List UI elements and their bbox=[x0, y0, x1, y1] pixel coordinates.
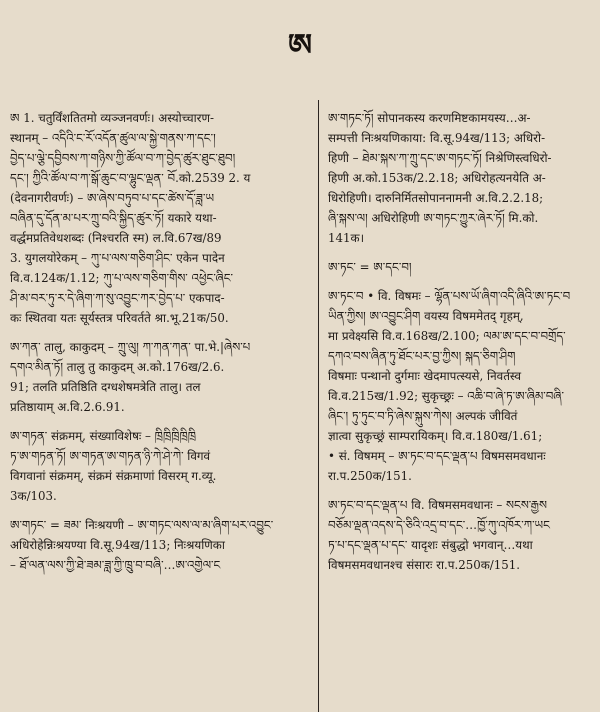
entry-line: विषमसमवधानश्च संसारः रा.प.250क/151. bbox=[328, 558, 521, 572]
entry-line: स्थानम् – འདིའི་ང་རོ་འདོན་ཚུལ་ལ་སྐྱེ་གནས་ཀ་དང་། bbox=[10, 131, 216, 145]
entry-line: ཞིང་། ཏུ་ཏུང་བ་ཏི་ཞེས་སྐུས་ཀེས། अल्पकं जीवितं bbox=[328, 409, 518, 423]
entry-line: དང་། ཀྱིའི་ཚོལ་བ་ཀ་སྒོ་ཆུང་བ་ལྷུང་ལྡན་ བོ.को.2539 2. य bbox=[10, 171, 251, 185]
entry-line: ज्ञात्वा सुकृच्छ्रं साम्परायिकम्। वि.व.180ख/1.61; bbox=[328, 429, 543, 443]
column-divider bbox=[318, 100, 319, 712]
entry-line: सम्पत्ती निःश्रयणिकाया: वि.सू.94ख/113; अधिरो- bbox=[328, 131, 546, 145]
entry-line: བྱེད་པ་ལྕེ་དབྱིབས་ཀ་གཉིས་ཀྱི་ཚོལ་བ་ཀ་བྱེད་ཚུར་ཐུང་ཐུབ། bbox=[10, 151, 236, 165]
entry-line: ཨ་གཏན་ संक्रमम्, संख्याविशेषः – ཁྲིཁྲིཁྲིཁྲིཁྲི bbox=[10, 429, 196, 443]
entry-line: (देवनागरीवर्णः) – ཨ་ཞེས་བཏུབ་པ་དང་ཚེས་དོ་ཟླ་ཡ bbox=[10, 191, 214, 205]
dictionary-entry bbox=[328, 257, 590, 277]
entry-line: हिणी – ཐེམ་སྐས་ཀ་ཀྲུ་དང་ཨ་གཏང་ཏོ། निश्रेणिस्त्वधिरो- bbox=[328, 151, 552, 165]
entry-line: 141क। bbox=[328, 231, 365, 245]
entry-line: 91; तलति प्रतिष्ठिति दग्धशेषमत्रेति तालु। तल bbox=[10, 380, 201, 394]
entry-line: – ཐོ་ལན་ལས་ཀྱི་ཐེ་ཟམ་ཟླ་ཀྱི་ཁྲུ་བ་བཞི་…ཨ་འགྱེལ་ང bbox=[10, 558, 221, 572]
dictionary-entry bbox=[10, 337, 308, 417]
entry-line: ཤི་མ་བར་ཏུ་ར་དེ་ཞིག་ཀ་སུ་འབྱུང་ཀར་བྱེད་པ་ एकपाद- bbox=[10, 291, 225, 305]
entry-line: དཀའ་བས་ཞིན་ཏུ་ཐོང་པར་བྱ་ཀྱིས། སྐད་ཅིག་ཤིག bbox=[328, 349, 516, 363]
dictionary-entry bbox=[328, 108, 590, 248]
entry-line: हिणी अ.को.153क/2.2.18; अधिरोहत्यनयेति अ- bbox=[328, 171, 546, 185]
entry-line: ཨ་ཏང་ = ཨ་དང་བ། bbox=[328, 260, 412, 274]
entry-line: मा प्रवेक्ष्यसि वि.व.168ख/2.100; ལམ་ཨ་དང་བ་བགྲོད་ bbox=[328, 329, 566, 343]
entry-line: विगवानां संक्रमम्, संक्रमं संक्रमाणां विसरम् ग.व्यू. bbox=[10, 469, 217, 483]
entry-line: བཞིན་དུ་དོན་མ་པར་ཀྲུ་བའི་སྐྱིད་ཚུར་ཏོ། यकारे यथा- bbox=[10, 211, 217, 225]
entry-line: रा.प.250क/151. bbox=[328, 469, 412, 483]
entry-line: वर्द्धमप्रतिवेधशब्दः (निश्चरति स्म) ल.वि.67ख/89 bbox=[10, 231, 222, 245]
dictionary-entry bbox=[10, 426, 308, 506]
entry-line: वि.व.215ख/1.92; सुकृच्छ्रः – འཆི་བ་ཞེ་ཏ་ཨ་ཞིམ་བཞི་ bbox=[328, 389, 565, 403]
entry-line: ཨ་ཏང་བ • वि. विषमः – ལྷོན་པས་ཡོ་ཞིག་འདི་ཞིའི་ཨ་ཏང་བ bbox=[328, 289, 571, 303]
entry-line: ཞི་སྐས་ལ། अधिरोहिणी ཨ་གཏང་ཀྱུར་ཞེར་ཏོ། मि.को. bbox=[328, 211, 539, 225]
entry-line: ཨ་གཏང་ཏོ། सोपानकस्य करणमिष्टकामयस्य…अ- bbox=[328, 111, 531, 125]
entry-line: अधिरोहेन्निःश्रयण्या वि.सू.94ख/113; निःश्रयणिका bbox=[10, 538, 225, 552]
entry-line: धिरोहिणी। दारुनिर्मितसोपाननामनी अ.वि.2.2.18; bbox=[328, 191, 544, 205]
entry-line: प्रतिष्ठायाम् अ.वि.2.6.91. bbox=[10, 400, 125, 414]
dictionary-entry bbox=[10, 515, 308, 575]
entry-line: वि.व.124क/1.12; ཀུ་པ་ལས་གཅིག་གིས་ འཕྱེང་ཞིང་ bbox=[10, 271, 234, 285]
entry-line: 3. युगलयोरेकम् – ཀུ་པ་ལས་གཅིག་ཤིང་ एकेन पादेन bbox=[10, 251, 225, 265]
entry-line: ཏ་ཨ་གཏན་ཏོ། ཨ་གཏན་ཨ་གཏན་ཉི་ཀེ་ཤེ་ཀེ་ विगवं bbox=[10, 449, 211, 463]
entry-line: ཨ་ཏང་བ་དང་ལྡན་པ वि. विषमसमवधानः – སངས་རྒྱས bbox=[328, 498, 547, 512]
dictionary-entry bbox=[328, 286, 590, 486]
left-column bbox=[10, 108, 308, 584]
entry-line: विषमाः पन्थानो दुर्गमाः खेदमापत्स्यसे, निवर्तस्व bbox=[328, 369, 522, 383]
entry-line: • सं. विषमम् – ཨ་ཏང་བ་དང་ལྡན་པ विषमसमवधानः bbox=[328, 449, 546, 463]
entry-line: ཨ་ཀན་ तालु, काकुदम् – ཀྲུ་ལུ། ཀ་ཀན་ཀན་ पा.भे.|ཞེས་པ bbox=[10, 340, 251, 354]
page-header-letter: ཨ bbox=[287, 28, 313, 63]
entry-line: དགའ་མིན་ཏོ། तालु तु काकुदम् अ.को.176ख/2.6. bbox=[10, 360, 225, 374]
entry-line: ཨ་གཏང་ = ཟམ་ निःश्रयणी – ཨ་གཏང་ལས་ལ་མ་ཞིག་པར་འབྱུང་ bbox=[10, 518, 274, 532]
right-column bbox=[328, 108, 590, 584]
dictionary-entry bbox=[328, 495, 590, 575]
entry-line: ཏ་པ་དང་ལྡན་པ་དང་ यादृशः संबुद्धो भगवान्…यथा bbox=[328, 538, 533, 552]
entry-line: ཡིན་ཀྱིས། ཨ་འབྱུང་ཤིག वयस्य विषममेतद् गृहम्, bbox=[328, 309, 524, 323]
entry-line: བཅོམ་ལྡན་འདས་དེ་ཅིའི་འདྲ་བ་དང་…ཁྱོ་ཀུ་འཁོར་ཀ་ཡང bbox=[328, 518, 550, 532]
entry-line: कः स्थितवा यतः सूर्यस्तत्र परिवर्तते श्रा.भू.21क/50. bbox=[10, 311, 229, 325]
dictionary-entry bbox=[10, 108, 308, 328]
entry-line: ཨ 1. चतुर्विंशतितमो व्यञ्जनवर्णः। अस्योच्चारण- bbox=[10, 111, 215, 125]
entry-line: 3क/103. bbox=[10, 489, 57, 503]
